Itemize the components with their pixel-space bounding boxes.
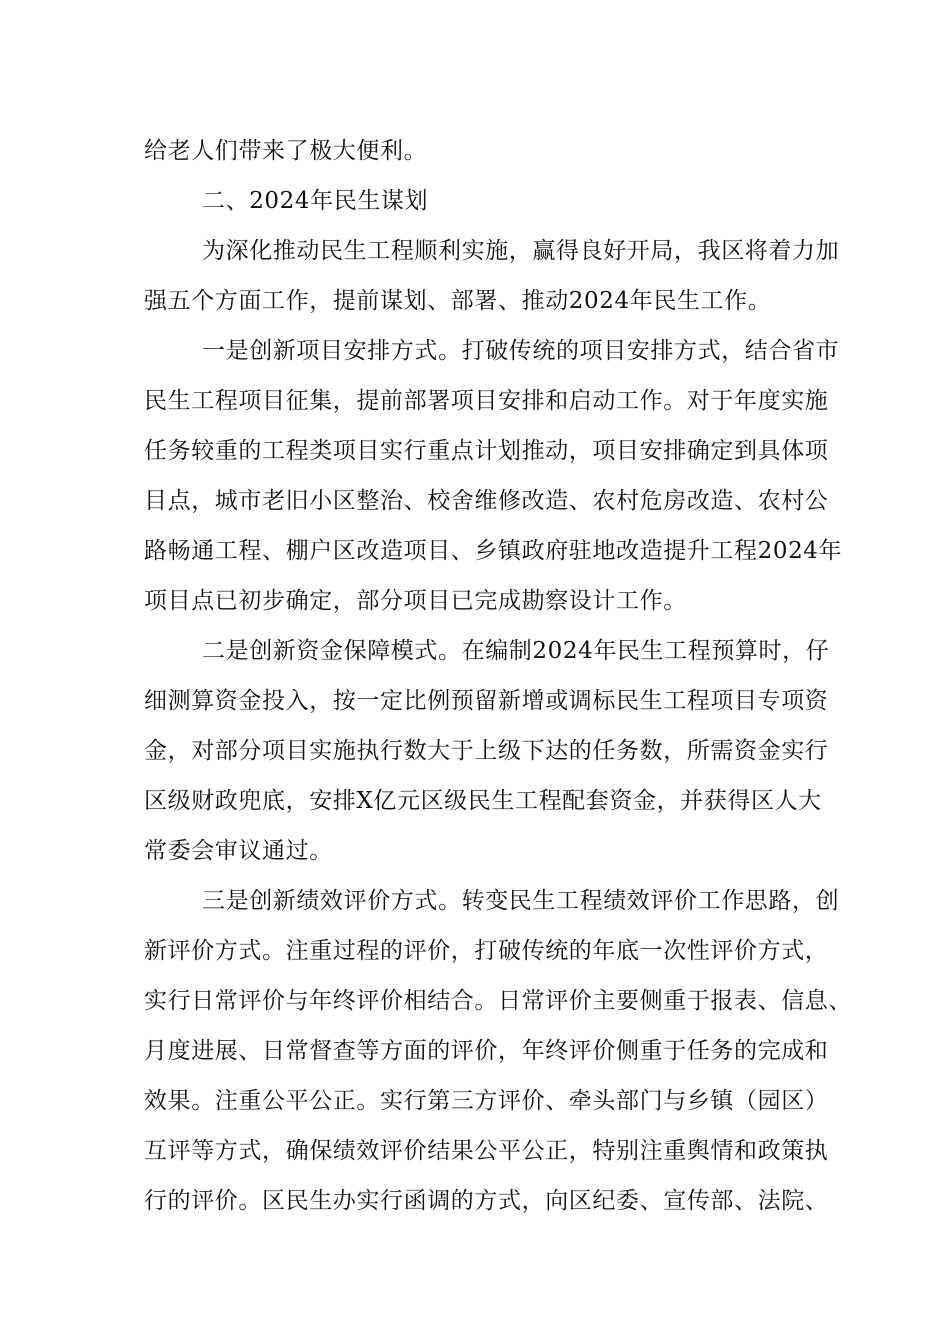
body-text-line: 民生工程项目征集，提前部署项目安排和启动工作。对于年度实施 bbox=[144, 388, 829, 414]
body-text-line: 给老人们带来了极大便利。 bbox=[144, 138, 428, 164]
body-text-line: 为深化推动民生工程顺利实施，赢得良好开局，我区将着力加 bbox=[202, 238, 840, 264]
body-text-line: 实行日常评价与年终评价相结合。日常评价主要侧重于报表、信息、 bbox=[144, 988, 852, 1014]
body-text-line: 月度进展、日常督查等方面的评价，年终评价侧重于任务的完成和 bbox=[144, 1038, 829, 1064]
body-text-line: 三是创新绩效评价方式。转变民生工程绩效评价工作思路，创 bbox=[202, 888, 840, 914]
body-text-line: 项目点已初步确定，部分项目已完成勘察设计工作。 bbox=[144, 588, 687, 614]
body-text-line: 任务较重的工程类项目实行重点计划推动，项目安排确定到具体项 bbox=[144, 438, 829, 464]
body-text-line: 二是创新资金保障模式。在编制2024年民生工程预算时，仔 bbox=[202, 638, 830, 664]
body-text-line: 效果。注重公平公正。实行第三方评价、牵头部门与乡镇（园区） bbox=[144, 1088, 829, 1114]
body-text-line: 目点，城市老旧小区整治、校舍维修改造、农村危房改造、农村公 bbox=[144, 488, 829, 514]
body-text-line: 金，对部分项目实施执行数大于上级下达的任务数，所需资金实行 bbox=[144, 738, 829, 764]
body-text-line: 互评等方式，确保绩效评价结果公平公正，特别注重舆情和政策执 bbox=[144, 1138, 829, 1164]
body-text-line: 一是创新项目安排方式。打破传统的项目安排方式，结合省市 bbox=[202, 338, 840, 364]
body-text-line: 区级财政兜底，安排X亿元区级民生工程配套资金，并获得区人大 bbox=[144, 788, 822, 814]
body-text-line: 新评价方式。注重过程的评价，打破传统的年底一次性评价方式， bbox=[144, 938, 829, 964]
body-text-line: 行的评价。区民生办实行函调的方式，向区纪委、宣传部、法院、 bbox=[144, 1188, 829, 1214]
body-text-line: 常委会审议通过。 bbox=[144, 838, 333, 864]
body-text-line: 强五个方面工作，提前谋划、部署、推动2024年民生工作。 bbox=[144, 288, 772, 314]
body-text-line: 路畅通工程、棚户区改造项目、乡镇政府驻地改造提升工程2024年 bbox=[144, 538, 843, 564]
section-heading: 二、2024年民生谋划 bbox=[202, 188, 429, 214]
body-text-line: 细测算资金投入，按一定比例预留新增或调标民生工程项目专项资 bbox=[144, 688, 829, 714]
